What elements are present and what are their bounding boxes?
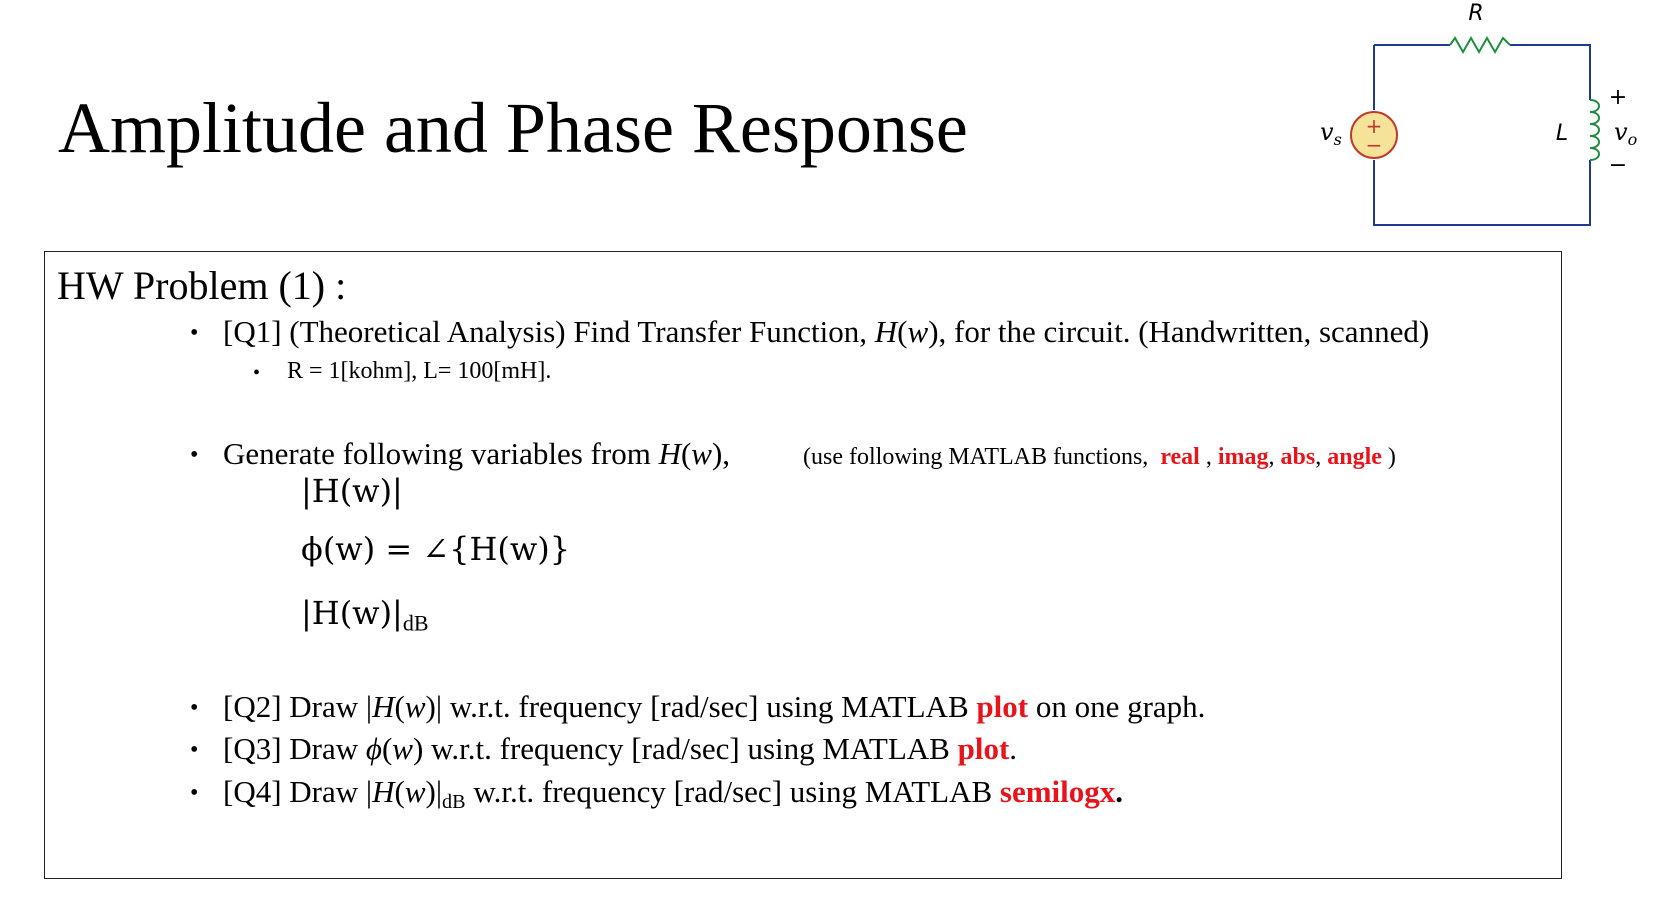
source-voltage-label: $v_s$ — [1320, 118, 1342, 149]
bullet-q1-sub: • — [253, 362, 261, 384]
source-plus: + — [1365, 114, 1383, 138]
hw-problem-title: HW Problem (1) : — [57, 263, 347, 308]
slide-title: Amplitude and Phase Response — [58, 88, 968, 168]
resistor-label: R — [1468, 1, 1484, 26]
bullet-q1: • — [190, 320, 199, 346]
fn-abs: abs — [1280, 444, 1316, 470]
fn-angle: angle — [1327, 444, 1382, 470]
q3-text: [Q3] Draw ϕ(w) w.r.t. frequency [rad/sec] using MATLAB plot. — [223, 731, 1018, 766]
inductor-symbol — [1590, 100, 1599, 160]
kw-plot-q2: plot — [976, 689, 1029, 724]
q2-text: [Q2] Draw |H(w)| w.r.t. frequency [rad/sec] using MATLAB plot on one graph. — [223, 689, 1206, 724]
bullet-q2: • — [190, 695, 199, 721]
matlab-functions-note: (use following MATLAB functions, real , imag, abs, angle ) — [803, 444, 1396, 470]
inductor-label: L — [1555, 121, 1569, 146]
q4-text: [Q4] Draw $|H(w)|_{dB}$ w.r.t. frequency [rad/sec] using MATLAB semilogx. — [223, 774, 1124, 814]
kw-plot-q3: plot — [957, 731, 1010, 766]
q1-component-values: R = 1[kohm], L= 100[mH]. — [287, 358, 552, 384]
output-voltage-label: $v_o$ — [1614, 118, 1638, 149]
equation-magnitude: |H(w)| — [301, 472, 403, 510]
fn-imag: imag — [1217, 444, 1269, 470]
bullet-q4: • — [190, 780, 199, 806]
bullet-q3: • — [190, 737, 199, 763]
equation-magnitude-db: $|H(w)|_{dB}$ — [301, 594, 429, 636]
generate-text: Generate following variables from H(w), — [223, 436, 731, 471]
source-minus: − — [1365, 133, 1383, 157]
equation-phase: ϕ(w) = ∠{H(w)} — [301, 530, 571, 568]
bullet-generate: • — [190, 442, 199, 468]
q1-text: [Q1] (Theoretical Analysis) Find Transfer Function, H(w), for the circuit. (Handwritten, scanned) — [223, 314, 1430, 349]
rl-circuit-diagram — [1300, 0, 1650, 235]
output-plus: + — [1608, 85, 1628, 110]
fn-real: real — [1160, 444, 1200, 470]
kw-semilogx: semilogx — [999, 774, 1116, 809]
resistor-symbol — [1450, 38, 1510, 52]
output-minus: − — [1608, 153, 1628, 178]
hw-problem-box — [44, 251, 1562, 879]
